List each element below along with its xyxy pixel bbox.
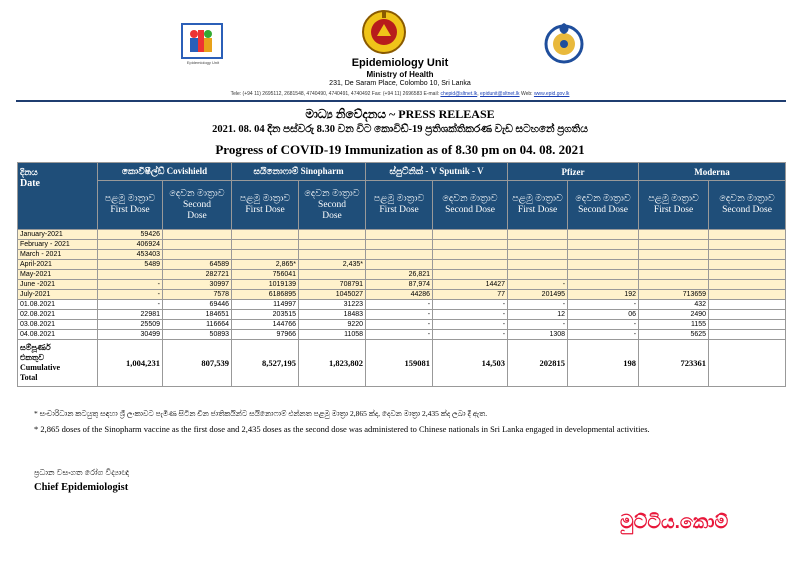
dose-header-row — [18, 181, 786, 230]
total-cell: 807,539 — [163, 340, 232, 387]
table-cell: - — [98, 300, 163, 310]
table-cell: 756041 — [232, 270, 299, 280]
table-cell: 1019139 — [232, 280, 299, 290]
table-cell — [433, 260, 508, 270]
row-date: June -2021 — [18, 280, 98, 290]
table-row — [18, 240, 786, 250]
table-cell — [709, 290, 786, 300]
table-cell: 11058 — [299, 330, 366, 340]
table-cell: 22981 — [98, 310, 163, 320]
total-cell: 1,823,802 — [299, 340, 366, 387]
email-link-1[interactable]: chepid@sltnet.lk — [440, 91, 478, 97]
table-cell: - — [568, 330, 639, 340]
total-cell: 198 — [568, 340, 639, 387]
table-cell: - — [366, 300, 433, 310]
table-cell: - — [433, 320, 508, 330]
table-cell: - — [98, 280, 163, 290]
table-cell — [508, 270, 568, 280]
second-dose-header: දෙවන මාත්‍රාව Second Dose — [709, 181, 786, 230]
table-cell: 5625 — [639, 330, 709, 340]
sinhala-subtitle: 2021. 08. 04 දින පස්වරු 8.30 වන විට කොවිඩ්-19 ප්‍රතිශක්තිකරණ වැඩ සටහනේ ප්‍රගතිය — [212, 124, 588, 135]
table-cell: 406924 — [98, 240, 163, 250]
table-cell — [508, 250, 568, 260]
total-label: සම්පූර්ණ එකතුව Cumulative Total — [18, 340, 98, 387]
signature-sinhala: ප්‍රධාන වසංගත රෝග විද්‍යාඥ — [34, 468, 130, 477]
vaccine-header-row — [18, 163, 786, 181]
first-dose-header: පළමු මාත්‍රාව First Dose — [508, 181, 568, 230]
table-cell — [709, 260, 786, 270]
table-row — [18, 270, 786, 280]
sinhala-footnote: * සංචාරිධාන කටයුතු සඳහා ශ්‍රී ලංකාවට පැමිණ සිටින චීන ජාතිකයින්ට සයිනොෆාම් එන්නත පළමු මාත්‍රා 2,865 ක්ද, දෙවන මාත්‍රා 2,435 ක්ද ලබා දී ඇත. — [34, 409, 488, 418]
table-cell: 282721 — [163, 270, 232, 280]
table-row — [18, 260, 786, 270]
table-cell — [232, 250, 299, 260]
row-date: March - 2021 — [18, 250, 98, 260]
table-cell: 12 — [508, 310, 568, 320]
table-cell: - — [433, 330, 508, 340]
ministry-name: Ministry of Health — [366, 70, 434, 79]
table-cell — [433, 250, 508, 260]
table-cell — [508, 260, 568, 270]
table-cell: - — [366, 320, 433, 330]
table-cell — [433, 270, 508, 280]
table-cell: 30997 — [163, 280, 232, 290]
table-cell — [568, 280, 639, 290]
row-date: April-2021 — [18, 260, 98, 270]
table-cell — [366, 240, 433, 250]
address: 231, De Saram Place, Colombo 10, Sri Lanka — [329, 80, 471, 87]
total-cell: 1,004,231 — [98, 340, 163, 387]
vaccine-sputnik: ස්පුට්නික් - V Sputnik - V — [366, 163, 508, 181]
table-cell: - — [98, 290, 163, 300]
table-cell: 1045027 — [299, 290, 366, 300]
table-cell: 30499 — [98, 330, 163, 340]
table-cell: - — [568, 320, 639, 330]
site-watermark: මුට්ටිය.කොම් — [620, 512, 729, 533]
vaccine-pfizer: Pfizer — [508, 163, 639, 181]
table-cell — [568, 250, 639, 260]
table-cell: 69446 — [163, 300, 232, 310]
table-cell: 77 — [433, 290, 508, 300]
table-cell: 144766 — [232, 320, 299, 330]
table-cell — [433, 240, 508, 250]
table-cell — [709, 250, 786, 260]
web-prefix: Web: — [520, 91, 533, 97]
first-dose-header: පළමු මාත්‍රාව First Dose — [232, 181, 299, 230]
press-release-title: මාධ්‍ය නිවේදනය ~ PRESS RELEASE — [305, 107, 495, 121]
table-cell: 708791 — [299, 280, 366, 290]
second-dose-header: දෙවන මාත්‍රාව Second Dose — [568, 181, 639, 230]
table-row — [18, 280, 786, 290]
total-cell: 8,527,195 — [232, 340, 299, 387]
table-row — [18, 290, 786, 300]
table-cell — [639, 260, 709, 270]
table-row — [18, 330, 786, 340]
table-cell — [366, 250, 433, 260]
table-cell: 7578 — [163, 290, 232, 300]
table-cell: - — [508, 300, 568, 310]
table-cell — [709, 300, 786, 310]
table-cell — [568, 270, 639, 280]
table-cell — [366, 260, 433, 270]
table-cell — [508, 230, 568, 240]
table-cell — [163, 230, 232, 240]
table-cell: 203515 — [232, 310, 299, 320]
table-cell — [163, 250, 232, 260]
table-cell — [232, 240, 299, 250]
table-cell — [98, 270, 163, 280]
total-cell — [709, 340, 786, 387]
cumulative-total-row — [18, 340, 786, 387]
table-cell: 2,435* — [299, 260, 366, 270]
sri-lanka-emblem — [360, 8, 408, 56]
second-dose-header: දෙවන මාත්‍රාව Second Dose — [163, 181, 232, 230]
table-row — [18, 310, 786, 320]
table-cell — [433, 230, 508, 240]
table-cell — [568, 230, 639, 240]
row-date: 02.08.2021 — [18, 310, 98, 320]
table-cell: 1308 — [508, 330, 568, 340]
table-cell — [508, 240, 568, 250]
second-dose-header: දෙවන මාත්‍රාව Second Dose — [433, 181, 508, 230]
table-cell — [299, 240, 366, 250]
english-footnote: * 2,865 doses of the Sinopharm vaccine as the first dose and 2,435 doses as the second dose was administered to Chinese nationals in Sri Lanka engaged in developmental activities. — [34, 424, 650, 434]
table-row — [18, 250, 786, 260]
row-date: January-2021 — [18, 230, 98, 240]
row-date: 01.08.2021 — [18, 300, 98, 310]
logo-caption: Epidemiology Unit — [186, 60, 220, 65]
table-cell: 1155 — [639, 320, 709, 330]
table-cell — [568, 240, 639, 250]
table-cell: 6186895 — [232, 290, 299, 300]
date-header: දිනය Date — [18, 163, 98, 230]
table-cell: 44286 — [366, 290, 433, 300]
web-link[interactable]: www.epid.gov.lk — [533, 91, 570, 97]
vaccination-table — [17, 162, 786, 387]
table-cell: 2,865* — [232, 260, 299, 270]
table-cell — [568, 260, 639, 270]
row-date: July-2021 — [18, 290, 98, 300]
table-cell: - — [508, 280, 568, 290]
table-cell: 2490 — [639, 310, 709, 320]
vaccine-covishield: කොවිෂීල්ඩ් Covishield — [98, 163, 232, 181]
table-cell: - — [366, 330, 433, 340]
row-date: May-2021 — [18, 270, 98, 280]
table-cell: 97966 — [232, 330, 299, 340]
table-cell: 432 — [639, 300, 709, 310]
table-cell — [639, 240, 709, 250]
table-row — [18, 230, 786, 240]
table-cell — [299, 230, 366, 240]
total-cell: 202815 — [508, 340, 568, 387]
table-cell — [709, 310, 786, 320]
table-row — [18, 320, 786, 330]
table-cell — [709, 330, 786, 340]
table-cell: 453403 — [98, 250, 163, 260]
signature-title: Chief Epidemiologist — [34, 482, 129, 493]
table-cell — [232, 230, 299, 240]
table-cell: 64589 — [163, 260, 232, 270]
table-cell — [709, 270, 786, 280]
table-cell: - — [433, 310, 508, 320]
total-cell: 159081 — [366, 340, 433, 387]
total-cell: 14,503 — [433, 340, 508, 387]
table-cell — [639, 230, 709, 240]
table-cell: - — [568, 300, 639, 310]
table-cell: 201495 — [508, 290, 568, 300]
first-dose-header: පළමු මාත්‍රාව First Dose — [98, 181, 163, 230]
table-cell — [709, 240, 786, 250]
total-cell: 723361 — [639, 340, 709, 387]
contact-line: Tele: (+94 11) 2695112, 2681548, 4740490, 4740491, 4740492 Fax: (+94 11) 2696583 E-mail: chepid@sltnet.lk, epidunit@sltnet.lk Web: www.epid.gov.lk — [230, 91, 570, 97]
vaccine-moderna: Moderna — [639, 163, 786, 181]
table-cell: 9220 — [299, 320, 366, 330]
table-cell: 5489 — [98, 260, 163, 270]
first-dose-header: පළමු මාත්‍රාව First Dose — [639, 181, 709, 230]
table-cell: - — [366, 310, 433, 320]
table-cell: 192 — [568, 290, 639, 300]
second-dose-header: දෙවන මාත්‍රාව Second Dose — [299, 181, 366, 230]
table-cell: 116664 — [163, 320, 232, 330]
table-cell: 31223 — [299, 300, 366, 310]
vaccine-sinopharm: සයිනොෆාම් Sinopharm — [232, 163, 366, 181]
table-cell — [709, 230, 786, 240]
table-cell: 87,974 — [366, 280, 433, 290]
table-cell: - — [433, 300, 508, 310]
email-link-2[interactable]: epidunit@sltnet.lk — [480, 91, 520, 97]
header-divider — [16, 100, 786, 102]
table-cell: 50893 — [163, 330, 232, 340]
table-cell — [709, 320, 786, 330]
table-cell — [639, 250, 709, 260]
table-cell: 184651 — [163, 310, 232, 320]
table-cell: 25509 — [98, 320, 163, 330]
table-cell — [709, 280, 786, 290]
table-row — [18, 300, 786, 310]
table-cell: 713659 — [639, 290, 709, 300]
table-cell — [639, 270, 709, 280]
first-dose-header: පළමු මාත්‍රාව First Dose — [366, 181, 433, 230]
english-subtitle: Progress of COVID-19 Immunization as of 8.30 pm on 04. 08. 2021 — [215, 142, 585, 157]
table-cell: 18483 — [299, 310, 366, 320]
table-cell: 26,821 — [366, 270, 433, 280]
table-cell: 114997 — [232, 300, 299, 310]
table-cell — [639, 280, 709, 290]
row-date: 04.08.2021 — [18, 330, 98, 340]
unit-name: Epidemiology Unit — [351, 57, 449, 69]
table-cell — [366, 230, 433, 240]
row-date: February - 2021 — [18, 240, 98, 250]
table-cell: 06 — [568, 310, 639, 320]
table-cell: - — [508, 320, 568, 330]
row-date: 03.08.2021 — [18, 320, 98, 330]
contact-prefix: Tele: (+94 11) 2695112, 2681548, 4740490, 4740491, 4740492 Fax: (+94 11) 2696583 E-mail: — [230, 91, 440, 97]
table-cell — [163, 240, 232, 250]
table-cell: 59426 — [98, 230, 163, 240]
table-cell — [299, 270, 366, 280]
table-cell: 14427 — [433, 280, 508, 290]
table-cell — [299, 250, 366, 260]
